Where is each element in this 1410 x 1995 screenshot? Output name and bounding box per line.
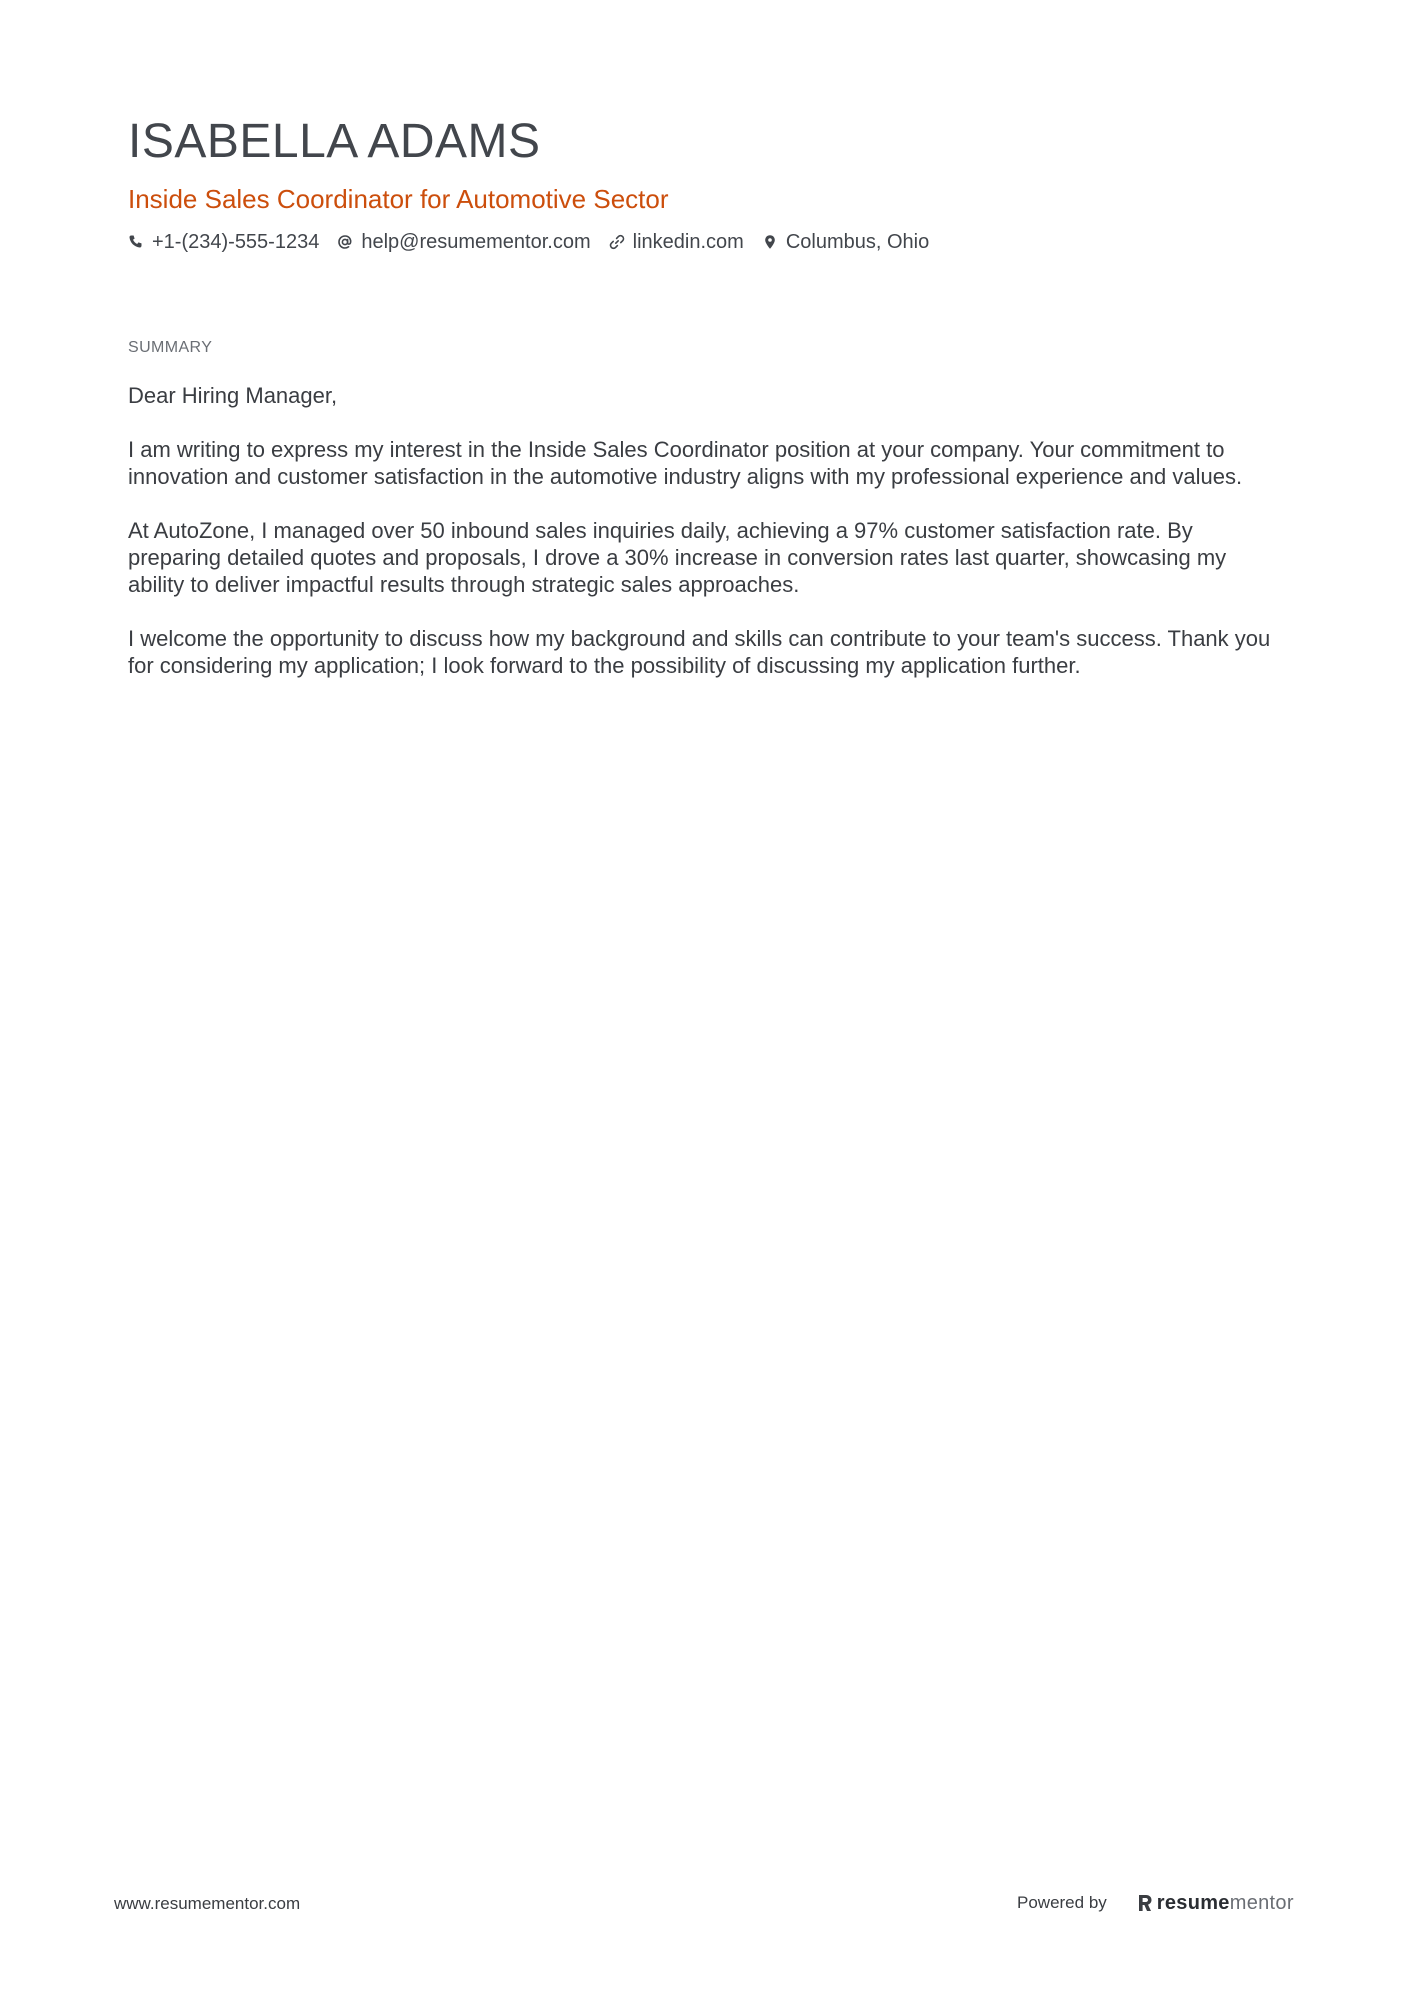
letter-body (128, 382, 1288, 706)
link-icon (609, 234, 625, 250)
powered-by-text: Powered by (1017, 1893, 1107, 1912)
job-title: Inside Sales Coordinator for Automotive Sector (128, 184, 669, 214)
location-text: Columbus, Ohio (785, 231, 930, 253)
letter-paragraph-closing: I welcome the opportunity to discuss how my background and skills can contribute to your team's success. Thank you for considering my application; I look forward to the possibility of discussing my application further. (128, 626, 1271, 678)
footer-branding (1017, 1888, 1294, 1918)
location-pin-icon (762, 234, 778, 250)
brand-text-mentor: mentor (1229, 1891, 1294, 1914)
phone-icon (128, 234, 144, 250)
contact-bar (128, 228, 1288, 256)
contact-linkedin (609, 228, 744, 256)
resumementor-logo-icon (1137, 1893, 1153, 1913)
salutation: Dear Hiring Manager, (128, 383, 338, 408)
at-sign-icon (337, 234, 353, 250)
contact-location (762, 228, 929, 256)
footer-website: www.resumementor.com (114, 1894, 301, 1913)
phone-text: +1-(234)-555-1234 (152, 231, 320, 253)
header (128, 112, 1288, 256)
contact-email (337, 228, 590, 256)
brand-logo (1137, 1892, 1294, 1915)
letter-paragraph-experience: At AutoZone, I managed over 50 inbound sales inquiries daily, achieving a 97% customer satisfaction rate. By preparing detailed quotes and proposals, I drove a 30% increase in conversion rates last quarter, showcasing my ability to deliver impactful results through strategic sales approaches. (128, 518, 1227, 597)
brand-text-resume: resume (1156, 1891, 1230, 1914)
section-title-summary: SUMMARY (128, 339, 213, 356)
linkedin-text: linkedin.com (632, 231, 744, 253)
email-text: help@resumementor.com (361, 231, 591, 253)
letter-paragraph-intro: I am writing to express my interest in the Inside Sales Coordinator position at your company. Your commitment to innovation and customer satisfaction in the automotive industry aligns with my professional experience and values. (128, 437, 1243, 489)
candidate-name: ISABELLA ADAMS (128, 115, 541, 168)
contact-phone (128, 228, 319, 256)
